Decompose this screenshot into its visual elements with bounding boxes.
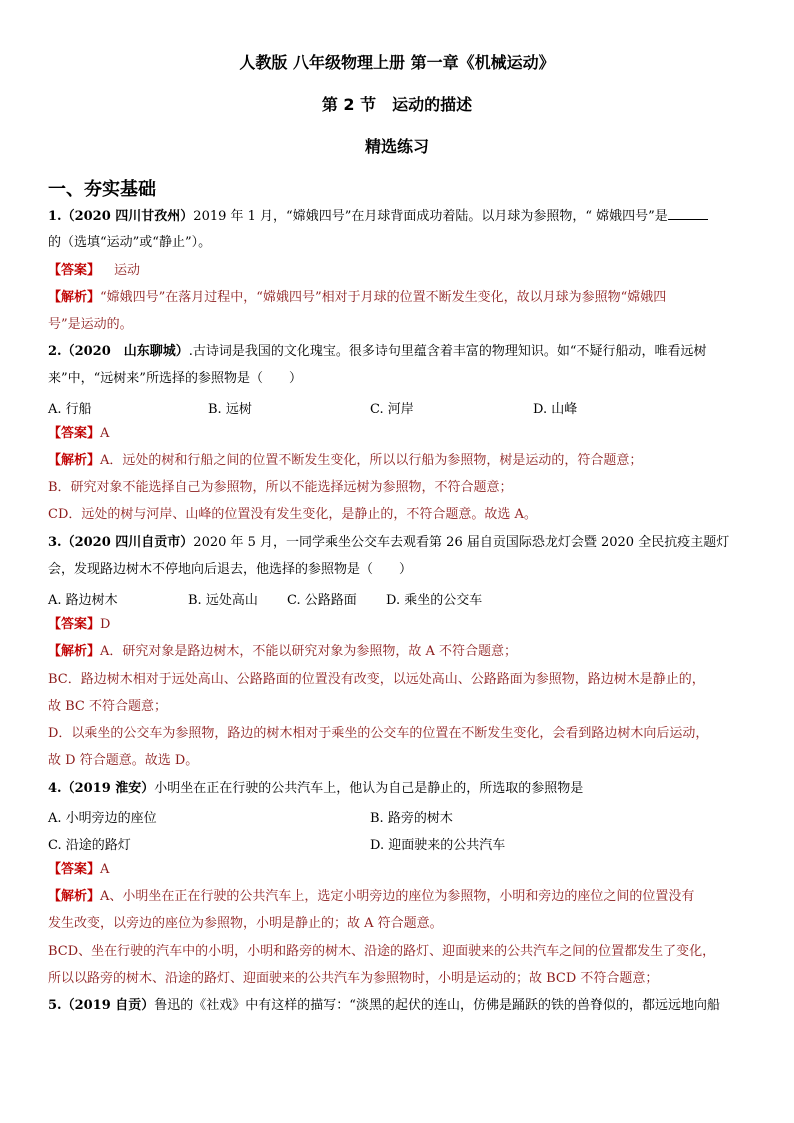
option-c: C. 公路路面 (287, 593, 357, 608)
option-d: D. 山峰 (533, 402, 578, 417)
answer-1: 【答案】 运动 (48, 263, 141, 278)
option-d: D. 迎面驶来的公共汽车 (370, 838, 506, 853)
analysis-4-d: 所以以路旁的树木、沿途的路灯、迎面驶来的公共汽车为参照物时，小明是运动的；故 BCD 不符合题意； (48, 971, 659, 986)
option-a: A. 路边树木 (48, 593, 118, 608)
analysis-3-b: BC．路边树木相对于远处高山、公路路面的位置没有改变，以远处高山、公路路面为参照物，路边树木是静止的， (48, 672, 705, 687)
answer-4: 【答案】A (48, 862, 110, 877)
question-1-cont: 的（选填“运动”或“静止”）。 (48, 235, 212, 250)
analysis-3: 【解析】A．研究对象是路边树木，不能以研究对象为参照物，故 A 不符合题意； (48, 644, 518, 659)
option-b: B. 路旁的树木 (370, 811, 453, 826)
lesson-title: 第 2 节 运动的描述 (321, 95, 473, 114)
option-b: B. 远处高山 (188, 593, 258, 608)
exercise-title: 精选练习 (364, 137, 429, 156)
document-title: 人教版 八年级物理上册 第一章《机械运动》 (239, 53, 555, 72)
option-c: C. 河岸 (370, 402, 414, 417)
section-heading: 一、夯实基础 (48, 179, 156, 200)
analysis-3-c: 故 BC 不符合题意； (48, 699, 168, 714)
analysis-2-b: B．研究对象不能选择自己为参照物，所以不能选择远树为参照物，不符合题意； (48, 480, 513, 495)
option-b: B. 远树 (208, 402, 252, 417)
analysis-4-c: BCD、坐在行驶的汽车中的小明，小明和路旁的树木、沿途的路灯、迎面驶来的公共汽车之间的位置都发生了变化， (48, 944, 716, 959)
answer-2: 【答案】A (48, 426, 110, 441)
question-1: 1.（2020 四川甘孜州）2019 年 1 月，“嫦娥四号”在月球背面成功着陆。以月球为参照物，“ 嫦娥四号”是 (48, 207, 748, 226)
question-3-cont: 会，发现路边树木不停地向后退去，他选择的参照物是（ ） (48, 562, 413, 577)
analysis-4-b: 发生改变，以旁边的座位为参照物，小明是静止的；故 A 符合题意。 (48, 916, 443, 931)
analysis-2: 【解析】A．远处的树和行船之间的位置不断发生变化，所以以行船为参照物，树是运动的，符合题意； (48, 453, 643, 468)
question-2-cont: 来”中，“远树来”所选择的参照物是（ ） (48, 371, 302, 386)
answer-3: 【答案】D (48, 617, 111, 632)
question-4: 4.（2019 淮安）小明坐在正在行驶的公共汽车上，他认为自己是静止的，所选取的参照物是 (48, 781, 584, 796)
question-2: 2.（2020 山东聊城）.古诗词是我国的文化瑰宝。很多诗句里蕴含着丰富的物理知识。如“不疑行船动，唯看远树 (48, 344, 707, 359)
option-d: D. 乘坐的公交车 (386, 593, 483, 608)
fill-blank (668, 207, 708, 220)
analysis-3-d: D．以乘坐的公交车为参照物，路边的树木相对于乘坐的公交车的位置在不断发生变化，会看到路边树木向后运动， (48, 726, 709, 741)
analysis-3-e: 故 D 符合题意。故选 D。 (48, 753, 199, 768)
analysis-1-cont: 号”是运动的。 (48, 317, 133, 332)
question-3: 3.（2020 四川自贡市）2020 年 5 月，一同学乘坐公交车去观看第 26 届自贡国际恐龙灯会暨 2020 全民抗疫主题灯 (48, 535, 730, 550)
option-c: C. 沿途的路灯 (48, 838, 131, 853)
analysis-2-c: CD．远处的树与河岸、山峰的位置没有发生变化，是静止的，不符合题意。故选 A。 (48, 507, 537, 522)
analysis-4: 【解析】A、小明坐在正在行驶的公共汽车上，选定小明旁边的座位为参照物，小明和旁边的座位之间的位置没有 (48, 889, 695, 904)
option-a: A. 行船 (48, 402, 92, 417)
question-5: 5.（2019 自贡）鲁迅的《社戏》中有这样的描写：“淡黑的起伏的连山，仿佛是踊跃的铁的兽脊似的，都远远地向船 (48, 998, 720, 1013)
analysis-1: 【解析】“嫦娥四号”在落月过程中，“嫦娥四号”相对于月球的位置不断发生变化，故以月球为参照物“嫦娥四 (48, 290, 667, 305)
option-a: A. 小明旁边的座位 (48, 811, 157, 826)
